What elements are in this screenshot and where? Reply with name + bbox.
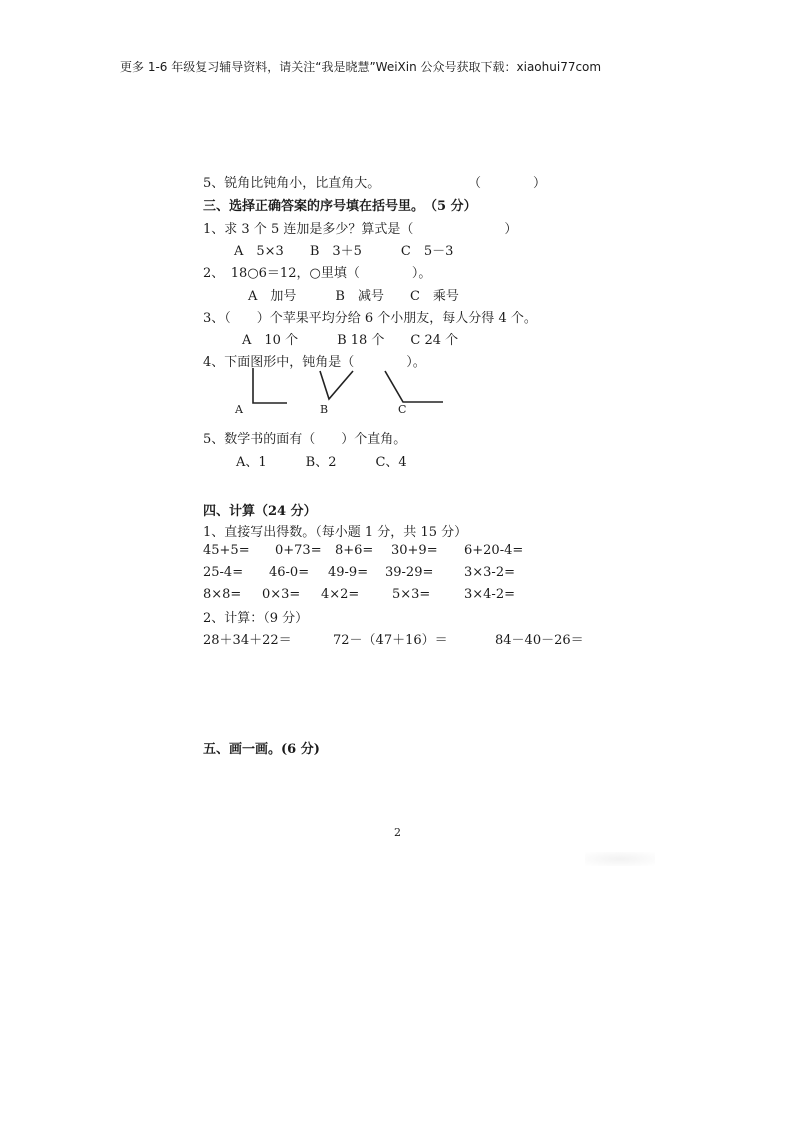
calc-row-2-item-5: 3×3-2= (464, 565, 515, 580)
calc-row-2-item-1: 25-4= (203, 565, 244, 580)
calc-part-2-instruction: 2、计算：（9 分） (203, 611, 309, 626)
choice-question-5-options: A、1 B、2 C、4 (236, 455, 407, 470)
choice-question-5: 5、数学书的面有（ ）个直角。 (203, 432, 407, 447)
angle-c-label: C (398, 403, 407, 416)
angle-a (234, 368, 287, 416)
calc-row-3-item-5: 3×4-2= (464, 587, 515, 602)
calc-row-3-item-2: 0×3= (262, 587, 301, 602)
angle-a-label: A (235, 403, 243, 416)
calc-expression-1: 28＋34＋22＝ (203, 633, 292, 648)
choice-question-4: 4、下面图形中，钝角是（ ）。 (203, 355, 426, 370)
choice-question-2-options: A 加号 B 减号 C 乘号 (248, 289, 459, 304)
choice-question-3: 3、（ ）个苹果平均分给 6 个小朋友，每人分得 4 个。 (203, 311, 537, 326)
judge-answer-paren: （ ） (468, 176, 547, 191)
calc-row-2-item-3: 49-9= (328, 565, 369, 580)
choice-question-1: 1、求 3 个 5 连加是多少？算式是（ ） (203, 222, 518, 237)
header-note: 更多 1-6 年级复习辅导资料，请关注“我是晓慧”WeiXin 公众号获取下载：xiaohui77com (120, 60, 602, 74)
calc-row-1-item-4: 30+9= (391, 543, 438, 558)
angle-figures (225, 366, 455, 418)
calc-row-1-item-2: 0+73= (275, 543, 322, 558)
scan-smudge (585, 852, 655, 866)
calc-row-1-item-1: 45+5= (203, 543, 250, 558)
section-5-title: 五、画一画。(6 分) (203, 742, 320, 757)
judge-question-5: 5、锐角比钝角小，比直角大。 (203, 176, 381, 191)
page-number: 2 (394, 826, 401, 839)
choice-question-1-options: A 5×3 B 3＋5 C 5－3 (234, 244, 454, 259)
calc-row-3-item-3: 4×2= (321, 587, 360, 602)
calc-part-1-instruction: 1、直接写出得数。（每小题 1 分，共 15 分） (203, 525, 468, 540)
angle-c (385, 371, 443, 416)
choice-question-3-options: A 10 个 B 18 个 C 24 个 (242, 333, 459, 348)
calc-row-2-item-4: 39-29= (385, 565, 434, 580)
section-4-title: 四、计算（24 分） (203, 504, 317, 519)
calc-row-2-item-2: 46-0= (269, 565, 310, 580)
calc-row-1-item-5: 6+20-4= (464, 543, 524, 558)
angle-b-label: B (320, 403, 329, 416)
section-3-title: 三、选择正确答案的序号填在括号里。 （5 分） (203, 199, 477, 214)
choice-question-2: 2、 18○6＝12，○里填（ ）。 (203, 266, 432, 281)
calc-row-1-item-3: 8+6= (335, 543, 374, 558)
calc-row-3-item-1: 8×8= (203, 587, 242, 602)
calc-expression-3: 84－40－26＝ (495, 633, 584, 648)
calc-row-3-item-4: 5×3= (392, 587, 431, 602)
calc-expression-2: 72－（47＋16）＝ (333, 633, 448, 648)
angle-b (320, 371, 353, 416)
